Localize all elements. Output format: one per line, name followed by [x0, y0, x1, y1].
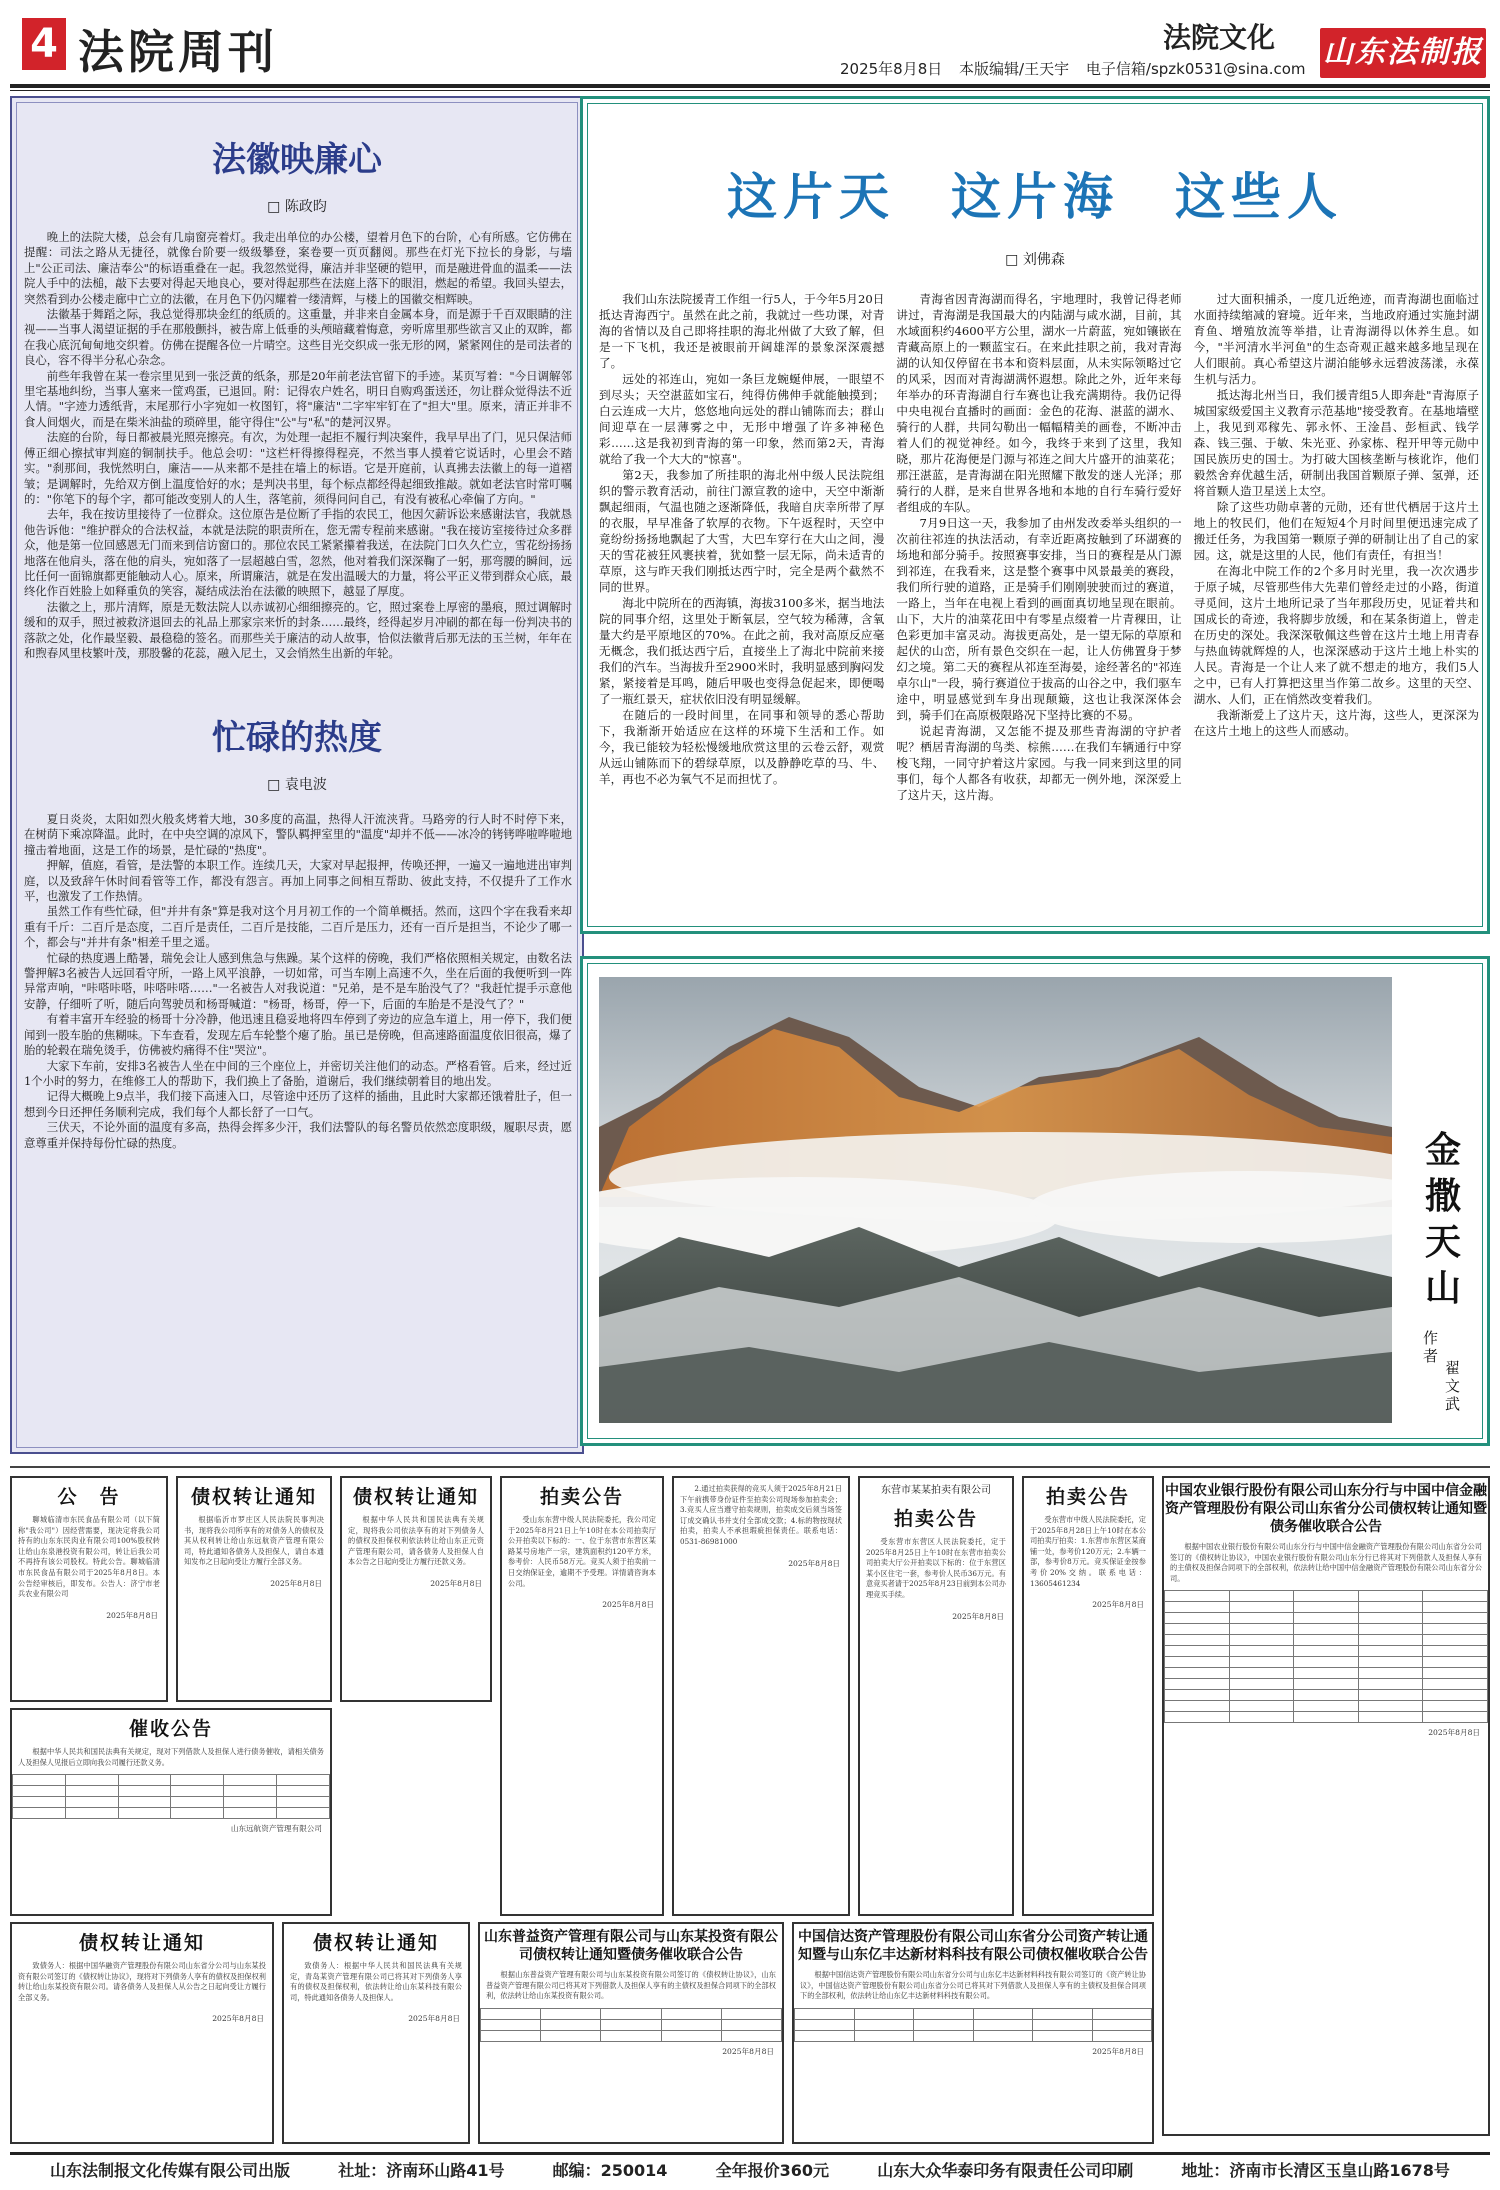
main-article-column-1	[599, 291, 884, 931]
ad-body: 根据临沂市罗庄区人民法院民事判决书，现将我公司所享有的对债务人的债权及其从权利转让给山东远航资产管理有限公司，特此通知各债务人及担保人，请自本通知发布之日起向受让方履行全部义务。	[184, 1515, 324, 1567]
editor: 本版编辑/王天宇	[959, 60, 1070, 78]
notice-ad-13	[792, 1922, 1154, 2144]
ad-body: 根据中国农业银行股份有限公司山东分行与中国中信金融资产管理股份有限公司山东省分公司签订的《债权转让协议》，中国农业银行股份有限公司山东分行已将其对下列借款人及担保人享有的主债权及担保合同项下的全部权利，依法转让给中国中信金融资产管理股份有限公司山东省分公司。	[1170, 1542, 1482, 1583]
ad-sign: 2025年8月8日	[270, 1578, 322, 1588]
paragraph: 抵达海北州当日，我们援青组5人即奔赴"青海原子城国家级爱国主义教育示范基地"接受教育。在基地墙壁上，我见到邓稼先、郭永怀、王淦昌、彭桓武、钱学森、钱三强、于敏、朱光亚、孙家栋、程开甲等元勋中国民族历史的国士。为打破大国核垄断与核讹诈，他们毅然舍弃优越生活，研制出我国首颗原子弹、氢弹，还将首颗人造卫星送上太空。	[1193, 388, 1479, 498]
main-article-column-3	[1194, 291, 1479, 931]
paragraph: 法徽基于舞蹈之际，我总觉得那块金红的纸质的。这重量，并非来自金属本身，而是源于千百双眼睛的注视——当事人渴望证据的手在那般颤抖，被告席上低垂的头颅暗藏着悔意，旁听席里那些欲言又止的双眸，都在我心底沉甸甸地交织着。仿佛在提醒各位一片晴空。这些目光交织成一张无形的网，紧紧网住的是司法者的良心，容不得半分私心杂念。	[24, 307, 572, 368]
ad-title: 公 告	[57, 1486, 121, 1508]
notice-ad-1	[10, 1476, 168, 1702]
paragraph: 法徽之上，那片清辉，原是无数法院人以赤诚初心细细擦亮的。它，照过案卷上厚密的墨痕，照过调解时缓和的双手，照过被救济退回去的礼品上那家宗来忻的封条……最终，经得起岁月冲刷的都在每一份判决书的落款之处，化作最坚毅、最稳稳的签名。而那些关于廉洁的动人故事，恰似法徽背后那无法的玉兰树，年年在和煦春风里枝繁叶茂，那股馨的花蕊，融入尼土，又会悄然生出新的年轮。	[24, 599, 572, 660]
ad-sign: 2025年8月8日	[952, 1611, 1004, 1621]
ad-title: 中国信达资产管理股份有限公司山东省分公司资产转让通知暨与山东亿丰达新材料科技有限公司债权催收联合公告	[798, 1929, 1148, 1963]
paragraph: 在海北中院工作的2个多月时光里，我一次次遇步于原子城，尽管那些伟大先辈们曾经走过的小路，街道寻觅间，这片土地所记录了当年那段历史，见证着共和国成长的奇迹，我将脚步放缓，和在某条街道上，曾走在历史的深处。我深深敬佩这些曾在这片土地上用青春与热血铸就辉煌的人，也深深感动于这片土地上朴实的人民。青海是一个让人来了就不想走的地方，我们5人之中，已有人打算把这里当作第二故乡。这里的天空、湖水、人们，正在悄然改变着我们。	[1193, 564, 1479, 706]
article1-body	[24, 230, 572, 702]
ad-title: 拍卖公告	[1045, 1486, 1130, 1508]
paragraph: 晚上的法院大楼，总会有几扇窗亮着灯。我走出单位的办公楼，望着月色下的台阶，心有所感。它仿佛在提醒：司法之路从无捷径，就像台阶要一级级攀登，案卷要一页页翻阅。那些在灯光下拉长的身影，与墙上"公正司法、廉洁奉公"的标语重叠在一起。我忽然觉得，廉洁并非坚硬的铠甲，而是融进骨血的温柔——法院人手中的法槌，敲下去要对得起天地良心，要对得起那些在法庭上落下的眼泪，燃起的希望。我回头望去，突然看到办公楼走廊中亡立的法徽，在月色下仍闪耀着一缕清辉，与楼上的国徽交相辉映。	[24, 230, 572, 306]
ad-title: 拍卖公告	[539, 1486, 624, 1508]
article1-title: 法徽映廉心	[212, 140, 382, 180]
header-rule-thin	[10, 90, 1490, 91]
ad-title: 债权转让通知	[78, 1932, 205, 1954]
ad-title: 山东普益资产管理有限公司与山东某投资有限公司债权转让通知暨债务催收联合公告	[484, 1929, 778, 1963]
photo-credit-name: 翟文武	[1445, 1359, 1461, 1413]
ad-sign: 山东远航资产管理有限公司	[230, 1824, 322, 1834]
paragraph: 在随后的一段时间里，在同事和领导的悉心帮助下，我渐渐开始适应在这样的环境下生活和工作。如今，我已能较为轻松慢缓地欣赏这里的云卷云舒，观赏从远山铺陈而下的碧绿草原，以及静静吃草的马、牛、羊，再也不必为氧气不足而担忧了。	[599, 708, 885, 786]
notice-ad-2	[176, 1476, 332, 1702]
article1-author: □ 陈政昀	[267, 199, 327, 215]
header-rule	[10, 84, 1490, 88]
ad-body: 聊城临清市东民食品有限公司（以下简称"我公司"）因经营需要，现决定将我公司持有的山东东民肉业有限公司100%股权转让给山东泉港投资有限公司，转让后我公司不再持有该公司股权。特此公告。聊城临清市东民食品有限公司于2025年8月8日。本公告经审核后，即发布。公告人：济宁市老兵农业有限公司	[18, 1515, 160, 1599]
notice-ad-4	[500, 1476, 664, 1916]
ad-sign: 2025年8月8日	[430, 1578, 482, 1588]
ad-body: 根据中国信达资产管理股份有限公司山东省分公司与山东亿丰达新材料科技有限公司签订的《资产转让协议》，中国信达资产管理股份有限公司山东省分公司已将其对下列借款人及担保人享有的主债权及担保合同项下的全部权利，依法转让给山东亿丰达新材料科技有限公司。	[800, 1970, 1146, 2001]
ad-body: 受东营市东营区人民法院委托，定于2025年8月25日上午10时在东营市拍卖公司拍卖大厅公开拍卖以下标的：位于东营区某小区住宅一套，参考价人民币36万元。有意竞买者请于2025年8月23日前到本公司办理竞买手续。	[866, 1537, 1006, 1599]
photo-title: 金撒天山	[1424, 1129, 1461, 1309]
ad-body: 根据中华人民共和国民法典有关规定，现对下列借款人及担保人进行债务催收，请相关债务人及担保人见报后立即向我公司履行还款义务。	[18, 1747, 324, 1767]
ad-body: 受山东东营中级人民法院委托，我公司定于2025年8月21日上午10时在本公司拍卖厅公开拍卖以下标的：一、位于东营市东营区某路某号房地产一宗，建筑面积约120平方米，参考价：人民币58万元。竞买人须于拍卖前一日交纳保证金，逾期不予受理。详情请咨询本公司。	[508, 1515, 656, 1588]
paragraph: 三伏天，不论外面的温度有多高，热得会挥多少汗，我们法警队的每名警员依然恋度职级，履职尽责，愿意尊重并保持每份忙碌的热度。	[24, 1120, 572, 1150]
section-title: 法院周刊	[78, 25, 278, 79]
ad-body: 致债务人：根据中国华融资产管理股份有限公司山东省分公司与山东某投资有限公司签订的《债权转让协议》，现将对下列债务人享有的债权及担保权利转让给山东某投资有限公司。请各债务人及担保人从公告之日起向受让方履行全部义务。	[18, 1961, 266, 2002]
ad-sign: 2025年8月8日	[788, 1558, 840, 1568]
email: 电子信箱/spzk0531@sina.com	[1085, 60, 1306, 78]
notice-ad-8	[1162, 1476, 1490, 2136]
footer-publisher: 山东法制报文化传媒有限公司出版	[50, 2161, 291, 2180]
ad-title: 中国农业银行股份有限公司山东分行与中国中信金融资产管理股份有限公司山东省分公司债权转让通知暨债务催收联合公告	[1165, 1483, 1487, 1535]
paragraph: 远处的祁连山，宛如一条巨龙蜿蜒伸展，一眼望不到尽头；天空湛蓝如宝石，纯得仿佛伸手就能触摸到；白云连成一大片，悠悠地向远处的群山铺陈而去；群山间迎草在一层薄雾之中，无形中增强了许多神秘色彩……这是我初到青海的第一印象，然而第2天，青海就给了我一个大大的"惊喜"。	[599, 372, 885, 466]
notice-ad-5	[672, 1476, 850, 1916]
paragraph: 法庭的台阶，每日都被晨光照亮擦亮。有次，为处理一起拒不履行判决案件，我早早出了门，见只保洁师傅正细心擦拭审判庭的铜制扶手。他总会叨："这栏杆得擦得程亮，不然当事人摸着它说话时，心里会不踏实。"刹那间，我恍然明白，廉洁——从来都不是挂在墙上的标语。它是开庭前，认真拂去法徽上的每一道褶皱；是调解时，先给双方倒上温度恰好的水；是判决书里，每个标点都经得起细致推敲。就如老法官时常叮嘱的："你笔下的每个字，都可能改变别人的人生，落笔前，须得问问自己，有没有被私心牵偏了方向。"	[24, 430, 572, 506]
paragraph: 海北中院所在的西海镇，海拔3100多米，据当地法院的同事介绍，这里处于断氧层，空气较为稀薄，含氧量大约是平原地区的70%。在此之前，我对高原反应毫无概念，我们抵达西宁后，直接坐上了海北中院前来接我们的汽车。当海拔升至2900米时，我明显感到胸闷发紧，紧接着是耳鸣，随后甲吸也变得急促起来，即便喝了一瓶红景天，症状依旧没有明显缓解。	[599, 596, 885, 706]
ad-sign: 2025年8月8日	[1428, 1728, 1480, 1738]
paragraph: 说起青海湖，又怎能不提及那些青海湖的守护者呢？栖居青海湖的鸟类、棕熊……在我们车辆通行中穿梭飞翔，一同守护着这片家园。与我一同来到这里的同事们，每个人都各有收获，却都无一例外地，深深爱上了这片天，这片海。	[896, 724, 1182, 802]
paragraph: 7月9日这一天，我参加了由州发改委举头组织的一次前往祁连的执法活动，有幸近距离按触到了环湖赛的场地和部分骑手。按照赛事安排，当日的赛程是从门源到祁连，在我看来，这是整个赛事中风景最美的赛段，我们所行驶的道路，正是骑手们刚刚驶驶而过的赛道，一路上，当年在电视上看到的画面真切地呈现在眼前。山下，大片的油菜花田中有零星点缀着一片青稞田，让色彩更加丰富灵动。海拔更高处，是一望无际的草原和起伏的山峦，所有景色交织在一起，让人仿佛置身于梦幻之境。第二天的赛程从祁连至海晏，途经著名的"祁连卓尔山"一段，骑行赛道位于拔高的山谷之中，我们驱车途中，明显感觉到车身出现颠簸，这也让我深深体会到，骑手们在高原极限路况下坚持比赛的不易。	[896, 516, 1182, 722]
ad-title: 催收公告	[128, 1718, 213, 1740]
article2-author: □ 袁电波	[267, 777, 327, 793]
ad-table	[480, 2008, 782, 2042]
notice-ad-11	[282, 1922, 470, 2144]
ad-table	[12, 1774, 330, 1819]
ad-title: 债权转让通知	[190, 1486, 317, 1508]
photo-box	[580, 956, 1490, 1446]
notice-ad-12	[478, 1922, 784, 2144]
notice-ad-10	[10, 1922, 274, 2144]
paragraph: 虽然工作有些忙碌，但"并井有条"算是我对这个月月初工作的一个简单概括。然而，这四个字在我看来却重有千斤：二百斤是态度，二百斤是责任，二百斤是技能，二百斤是压力，还有一百斤是担当，不论少了哪一个，都会与"并井有条"相差千里之遥。	[24, 904, 572, 950]
article2-title: 忙碌的热度	[212, 718, 382, 758]
footer-postcode: 邮编：250014	[552, 2161, 668, 2180]
footer-print-address: 地址：济南市长清区玉皇山路1678号	[1181, 2161, 1450, 2180]
page-number: 4	[22, 18, 66, 70]
notice-ad-6	[858, 1476, 1014, 1916]
ad-body: 2.通过拍卖获得的竞买人须于2025年8月21日下午前携带身份证件至拍卖公司现场参加拍卖会；3.竞买人应当遵守拍卖规则，拍卖成交后须当场签订成交确认书并支付全部成交款；4.标的物按现状拍卖，拍卖人不承担瑕疵担保责任。联系电话：0531-86981000	[680, 1484, 842, 1546]
left-column	[10, 96, 584, 1454]
ad-table	[794, 2008, 1152, 2042]
paragraph: 去年，我在按访里接待了一位群众。这位原告是位断了手指的农民工，他因欠薪诉讼来感谢法官，我就恳他告诉他："维护群众的合法权益，本就是法院的职责所在，您无需专程前来感谢。"我在接访室接待过众多群众，他是第一位回感恩无门而来到信访窗口的。那位农民工紧紧攥着我送，在法院门口久久伫立，雪花纷扬扬地落在他肩头，落在他的肩头，宛如落了一层超越白雪，忽然，他对着我们深深鞠了一躬，那弯腰的瞬间，远比任何一面锦旗都更能触动人心。原来，所谓廉洁，就是在发出温暖大的力量，将公平正义带到群众心底，最终化作百姓脸上如释重负的笑容，凝结成法治在法徽的映照下，越显了厚度。	[24, 507, 572, 599]
ad-sign: 2025年8月8日	[722, 2046, 774, 2056]
main-article-author: □ 刘佛森	[1005, 252, 1065, 268]
ad-body: 致债务人：根据中华人民共和国民法典有关规定，青岛某资产管理有限公司已将其对下列债务人享有的债权及担保权利，依法转让给山东某科技有限公司，特此通知各债务人及担保人。	[290, 1961, 462, 2002]
mountain-photo-graphic	[599, 977, 1392, 1423]
paragraph: 前些年我曾在某一卷宗里见到一张泛黄的纸条，那是20年前老法官留下的手迹。某页写着："今日调解邻里宅基地纠纷，当事人塞来一筐鸡蛋，已退回。附：记得农户姓名，明日自购鸡蛋送还，勿让群众觉得法不近人情。"字迹力透纸背，末尾那行小字宛如一枚图钉，将"廉洁"二字牢牢钉在了"担大"里。原来，清正并非不食人间烟火，而是在柴米油盐的琐碎里，能守得住"公"与"私"的楚河汉界。	[24, 368, 572, 429]
ad-title: 拍卖公告	[893, 1508, 978, 1530]
paragraph: 第2天，我参加了所挂职的海北州中级人民法院组织的警示教育活动，前往门源宣教的途中，天空中渐渐飘起细雨，气温也随之逐渐降低，我暗自庆幸所带了厚的衣服，早早准备了软厚的衣物。下午返程时，天空中竟纷纷扬扬地飘起了大雪，大巴车穿行在大山之间，漫天的雪花被狂风裹挟着，犹如整一层无际，尚未适青的草原，这与昨天我们刚抵达西宁时，完全是两个截然不同的世界。	[599, 468, 885, 594]
paragraph: 有着丰富开车经验的杨哥十分冷静，他迅速且稳妥地将四车停到了旁边的应急车道上，用一停下，我们便闻到一股车胎的焦糊味。下车查看，发现左后车轮整个瘪了胎。虽已是傍晚，但高速路面温度依旧很高，爆了胎的轮毂在瑞免烫手，仿佛被灼痛得不住"哭泣"。	[24, 1012, 572, 1058]
ad-sign: 2025年8月8日	[1092, 2046, 1144, 2056]
paragraph: 青海省因青海湖而得名，宇地理时，我曾记得老师讲过，青海湖是我国最大的内陆湖与咸水湖，目前，其水域面积约4600平方公里，湖水一片蔚蓝，宛如镶嵌在青藏高原上的一颗蓝宝石。在来此挂职之前，我对青海湖的认知仅停留在书本和资料层面，从未实际领略过它的风采，因而对青海湖满怀遐想。除此之外，近年来每年举办的环青海湖自行车赛也让我充满期待。我仍记得中央电视台直播时的画面：金色的花海、湛蓝的湖水、骑行的人群，共同勾勒出一幅幅精美的画卷，不断冲击着人们的视觉神经。如今，我终于来到了这里，我知晓，那片花海便是门源与祁连之间大片盛开的油菜花；那汪湛蓝，是青海湖在阳光照耀下散发的迷人光泽；那骑行的人群，是来自世界各地和本地的自行车骑行爱好者组成的车队。	[896, 292, 1182, 514]
ad-sign: 2025年8月8日	[106, 1610, 158, 1620]
footer-price: 全年报价360元	[715, 2161, 830, 2180]
footer	[10, 2152, 1490, 2184]
paragraph: 我渐渐爱上了这片天，这片海，这些人，更深深为在这片土地上的这些人而感动。	[1193, 708, 1479, 738]
paragraph: 大家下车前，安排3名被告人坐在中间的三个座位上，并密切关注他们的动态。严格看管。后来，经过近1个小时的努力，在维修工人的帮助下，我们换上了备胎，道谢后，我们继续朝着目的地出发。	[24, 1058, 572, 1088]
notice-ad-7	[1022, 1476, 1154, 1916]
ads-rule	[10, 1466, 1490, 1468]
ad-table	[1164, 1590, 1488, 1723]
main-article-column-2	[896, 291, 1181, 931]
paragraph: 夏日炎炎，太阳如烈火般炙烤着大地，30多度的高温，热得人汗流浃背。马路旁的行人时不时停下来，在树荫下乘凉降温。此时，在中央空调的凉风下，警队羁押室里的"温度"却并不低——冰冷的铐铐哗啦哗啦地撞击着地面，这是工作的场景，是忙碌的"热度"。	[24, 812, 572, 857]
main-article-columns	[599, 291, 1479, 931]
photo-credit-label: 作者	[1423, 1329, 1439, 1365]
right-section-title: 法院文化	[1163, 21, 1276, 54]
ad-sign: 2025年8月8日	[212, 2014, 264, 2024]
landscape-photo	[599, 977, 1392, 1423]
main-article-title: 这片天 这片海 这些人	[727, 167, 1343, 226]
ad-sign: 2025年8月8日	[1092, 1600, 1144, 1610]
ad-pre: 东营市某某拍卖有限公司	[881, 1485, 991, 1496]
issue-date: 2025年8月8日	[840, 60, 943, 78]
main-article-box	[580, 96, 1490, 934]
article2-body	[24, 812, 572, 1442]
masthead	[0, 0, 1500, 86]
notice-ad-3	[340, 1476, 492, 1702]
ad-body: 根据山东普益资产管理有限公司与山东某投资有限公司签订的《债权转让协议》，山东普益资产管理有限公司已将其对下列借款人及担保人享有的主债权及担保合同项下的全部权利，依法转让给山东某投资有限公司。	[486, 1970, 776, 2001]
dateline	[840, 58, 1318, 79]
paragraph: 我们山东法院援青工作组一行5人，于今年5月20日抵达青海西宁。虽然在此之前，我就过一些功课，对青海的省情以及自己即将挂职的海北州做了大致了解，但是一下飞机，我还是被眼前开阔雄浑的景象深深震撼了。	[599, 292, 885, 370]
paragraph: 押解，值庭，看管，是法警的本职工作。连续几天，大家对早起报押，传唤还押，一遍又一遍地进出审判庭，以及致辞午休时间看管等工作，都没有怨言。再加上同事之间相互帮助、彼此支持，不仅提升了工作水平，也激发了工作热情。	[24, 858, 572, 904]
ad-title: 债权转让通知	[312, 1932, 439, 1954]
paragraph: 除了这些功勋卓著的元勋，还有世代栖居于这片土地上的牧民们，他们在短短4个月时间里便迅速完成了搬迁任务，为我国第一颗原子弹的研制让出了自己的家园。这，就是这里的人民，他们有责任，有担当！	[1193, 500, 1479, 562]
paragraph: 记得大概晚上9点半，我们接下高速入口，尽管途中还历了这样的插曲，且此时大家都还饿着肚子，但一想到今日还押任务顺利完成，我们每个人都长舒了一口气。	[24, 1089, 572, 1119]
notice-ad-9	[10, 1708, 332, 1916]
ad-body: 根据中华人民共和国民法典有关规定，现将我公司依法享有的对下列债务人的债权及担保权利依法转让给山东正元资产管理有限公司，请各债务人及担保人自本公告之日起向受让方履行还款义务。	[348, 1515, 484, 1567]
ad-body: 受东营市中级人民法院委托，定于2025年8月28日上午10时在本公司拍卖厅拍卖：1.东营市东营区某商铺一处，参考价120万元；2.车辆一部，参考价8万元。竞买保证金按参考价20%交纳。联系电话：13605461234	[1030, 1515, 1146, 1588]
paragraph: 忙碌的热度遇上酷暑，瑞免会让人感到焦急与焦躁。某个这样的傍晚，我们严格依照相关规定，由数名法警押解3名被告人远回看守所，一路上风平浪静，一切如常，可当车刚上高速不久，坐在后面的我便听到一阵异常声响，"咔嗒咔嗒，咔嗒咔嗒……"一名被告人对我说道："兄弟，是不是车胎没气了？"我赶忙提手示意他安静，仔细听了听，随后向驾驶员和杨哥喊道："杨哥，杨哥，停一下，后面的车胎是不是没气了？"	[24, 950, 572, 1011]
footer-address: 社址：济南环山路41号	[338, 2161, 505, 2180]
ad-sign: 2025年8月8日	[408, 2014, 460, 2024]
ad-sign: 2025年8月8日	[602, 1600, 654, 1610]
paragraph: 过大面积捕杀，一度几近绝迹，而青海湖也面临过水面持续缩减的窘境。近年来，当地政府通过实施封湖育鱼、增殖放流等举措，让青海湖得以休养生息。如今，"半河清水半河鱼"的生态奇观正越来越多地呈现在人们眼前。真心希望这片湖泊能够永远碧波荡漾，永葆生机与活力。	[1193, 292, 1479, 386]
paper-logo: 山东法制报	[1320, 28, 1486, 78]
footer-printer: 山东大众华泰印务有限责任公司印刷	[877, 2161, 1134, 2180]
ad-title: 债权转让通知	[352, 1486, 479, 1508]
